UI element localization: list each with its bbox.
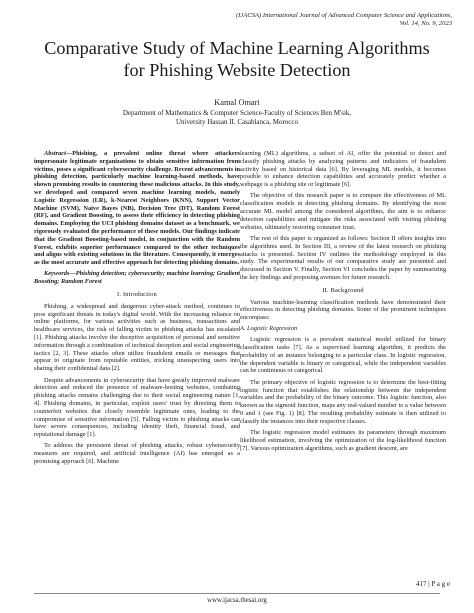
journal-line-1: (IJACSA) International Journal of Advanced Computer Science and Applications,: [235, 12, 452, 19]
section-heading-introduction: I. Introduction: [117, 291, 157, 299]
journal-header: [152, 12, 452, 28]
page-number: 417 | P a g e: [416, 580, 450, 588]
footer-url: www.ijacsa.thesai.org: [207, 597, 267, 604]
intro-paragraph-2: Despite advancements in cybersecurity that have greatly improved malware detection and reduced the presence of malware-hosting websites, combating phishing attacks remains challenging due to their social engineering nature [1, 4]. Phishing domains, in particular, exploit users' trust by directing them to counterfeit websites that closely resemble legitimate ones, leading to the compromise of sensitive information [5]. Falling victim to phishing attacks can have severe consequences, including identity theft, financial fraud, and reputational damage [1].: [34, 376, 240, 439]
intro-paragraph-3-cont: learning (ML) algorithms, a subset of AI, offer the potential to detect and classify phishing attacks by analyzing patterns and indicators of fraudulent activity based on historical data [6]. By leveraging ML models, it becomes possible to enhance detection capabilities and accurately predict whether a webpage is a phishing site or legitimate [6].: [240, 150, 446, 189]
lr-paragraph-3: The logistic regression model estimates its parameters through maximum likelihood estimation, involving the optimization of the log-likelihood function [7]. Various optimization algorithms, such as gradient descent, are: [240, 429, 446, 452]
affiliation-line-2: University Hassan II. Casablanca, Morocco: [175, 117, 299, 126]
intro-paragraph-4: The objective of this research paper is to compare the effectiveness of ML classification models in detecting phishing domains. By identifying the most accurate ML model among the considered algorithms, the aim is to enhance detection capabilities and mitigate the risks associated with visiting phishing websites, ultimately restoring consumer trust.: [240, 192, 446, 231]
keywords: Keywords—Phishing detection; cybersecurity; machine learning; Gradient Boosting; Random Forest: [34, 270, 240, 286]
lr-paragraph-1: Logistic regression is a prevalent statistical model utilized for binary classification tasks [7]. As a supervised learning algorithm, it predicts the probability of an instance belonging to a particular class. In logistic regression, the dependent variable is binary or categorical, while the independent variables can be continuous or categorical.: [240, 336, 446, 375]
title-line-1: Comparative Study of Machine Learning Algorithms: [44, 38, 430, 58]
intro-paragraph-1: Phishing, a widespread and dangerous cyber-attack method, continues to pose significant threats in today's digital world. With the increasing reliance on online platforms, for various activities such as business, transactions and healthcare services, the risk of falling victim to phishing attacks has escalated [1]. Phishing attacks involve the deceptive acquisition of personal and sensitive information through a combination of technical deception and social engineering tactics [2, 3]. These attacks often utilize fraudulent emails or messages that appear to originate from reputable entities, tricking unsuspecting users into sharing their confidential data [2].: [34, 302, 240, 373]
paper-title: [20, 38, 454, 81]
lr-paragraph-2: The primary objective of logistic regression is to determine the best-fitting logistic function that establishes the relationship between the independent variables and the probability of the binary outcome. This logistic function, also known as the sigmoid function, maps any real-valued number to a value between 0 and 1 (see Fig. 1) [8]. The resulting probability estimate is then utilized to classify the instances into their respective classes.: [240, 378, 446, 425]
author-affiliation: [0, 109, 474, 126]
background-paragraph-1: Various machine-learning classification methods have demonstrated their effectiveness in detecting phishing domains. Some of the prominent techniques encompass:: [240, 298, 446, 322]
intro-paragraph-3: To address the persistent threat of phishing attacks, robust cybersecurity measures are required, and artificial intelligence (AI) has emerged as a promising approach [6]. Machine: [34, 442, 240, 465]
affiliation-line-1: Department of Mathematics & Computer Science-Faculty of Sciences Ben M'sik,: [122, 109, 352, 117]
section-heading-background: II. Background: [322, 286, 364, 294]
title-line-2: for Phishing Website Detection: [123, 59, 351, 80]
abstract: [34, 150, 240, 267]
author-name: Kamal Omari: [214, 98, 260, 107]
abstract-text: —Phishing, a prevalent online threat where attackers impersonate legitimate organizations to obtain sensitive information from victims, poses a significant cybersecurity challenge. Recent advancements in phishing detection, particularly machine learning-based methods, have shown promising results in countering these malicious attacks. In this study, we developed and compared seven machine learning models, namely Logistic Regression (LR), k-Nearest Neighbors (KNN), Support Vector Machine (SVM), Naive Bayes (NB), Decision Tree (DT), Random Forest (RF), and Gradient Boosting, to assess their efficiency in detecting phishing domains. Employing the UCI phishing domains dataset as a benchmark, we rigorously evaluated the performance of these models. Our findings indicate that the Gradient Boosting-based model, in conjunction with the Random Forest, exhibits superior performance compared to the other techniques and aligns with existing solutions in the literature. Consequently, it emerges as the most accurate and effective approach for detecting phishing domains.: [34, 150, 240, 267]
left-column: [34, 150, 240, 469]
footer-divider: [34, 593, 440, 594]
journal-line-2: Vol. 14, No. 9, 2023: [399, 20, 452, 28]
right-column: [240, 150, 446, 456]
subsection-heading-logistic-regression: A. Logistic Regression: [240, 325, 298, 333]
abstract-label: Abstract: [44, 150, 66, 157]
intro-paragraph-5: The rest of this paper is organized as follows: Section II offers insights into the algorithms used. In Section III, a review of the latest research on phishing attacks is presented. Section IV outlines the methodology employed in this study. The experimental results of our comparative study are presented and discussed in Section V. Finally, Section VI concludes the paper by summarizing the key findings and proposing avenues for future research.: [240, 234, 446, 281]
